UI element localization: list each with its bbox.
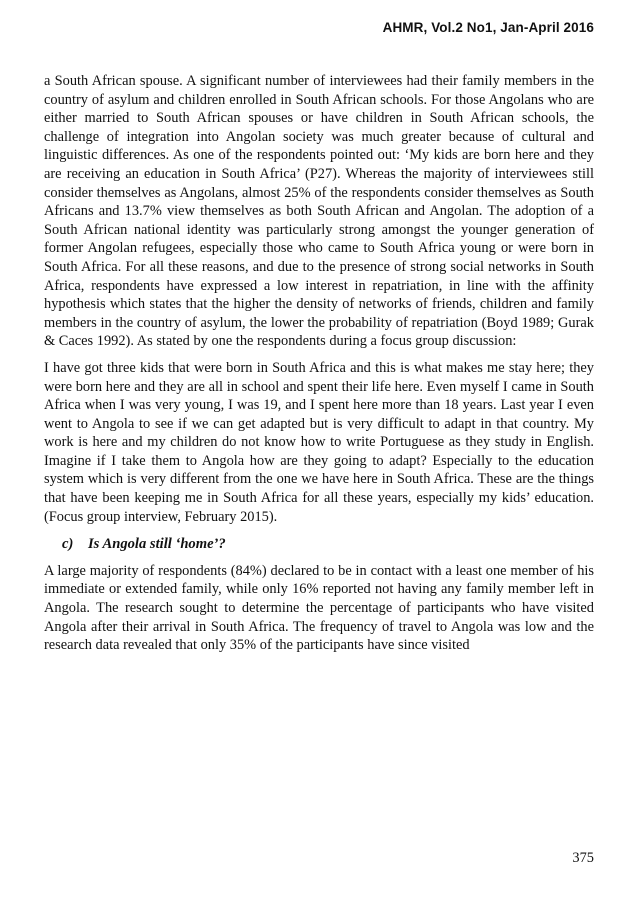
section-subheading [44,535,594,554]
focus-group-quote: I have got three kids that were born in South Africa and this is what makes me stay here; they were born here and they are all in school and spent their life here. Even myself I came in South Africa when I was very young, I was 19, and I spent here more than 18 years. Last year I even went to Angola to see if we can get adapted but is very difficult to adapt in that country. My work is here and my children do not know how to write Portuguese as they study in English. Imagine if I take them to Angola how are they going to adapt? Especially to the education system which is very different from the one we have here in South Africa. These are the things that have been keeping me in South Africa for all these years, especially my kids’ education. (Focus group interview, February 2015). [44,359,594,525]
page-body [44,72,594,655]
body-paragraph-1: a South African spouse. A significant number of interviewees had their family members in the country of asylum and children enrolled in South African schools. For those Angolans who are either married to South African spouses or have children in South African schools, the challenge of integration into Angolan society was much greater because of cultural and linguistic differences. As one of the respondents pointed out: ‘My kids are born here and they are receiving an education in South Africa’ (P27). Whereas the majority of interviewees still consider themselves as Angolans, almost 25% of the respondents consider themselves as South Africans and 13.7% view themselves as both South African and Angolan. The adoption of a South African national identity was particularly strong amongst the younger generation of former Angolan refugees, especially those who came to South Africa young or were born in South Africa. For all these reasons, and due to the presence of strong social networks in South Africa, respondents have expressed a low interest in repatriation, in line with the affinity hypothesis which states that the higher the density of networks of friends, children and family members in the country of asylum, the lower the probability of repatriation (Boyd 1989; Gurak & Caces 1992). As stated by one the respondents during a focus group discussion: [44,73,594,350]
subheading-marker: c) [62,536,74,553]
subheading-text: Is Angola still ‘home’? [88,536,226,553]
body-paragraph-2: A large majority of respondents (84%) declared to be in contact with a least one member of his immediate or extended family, while only 16% reported not having any family member left in Angola. The research sought to determine the percentage of participants who have visited Angola after their arrival in South Africa. The frequency of travel to Angola was low and the research data revealed that only 35% of the participants have since visited [44,562,594,654]
page-number: 375 [572,850,594,866]
running-header: AHMR, Vol.2 No1, Jan-April 2016 [382,20,594,35]
